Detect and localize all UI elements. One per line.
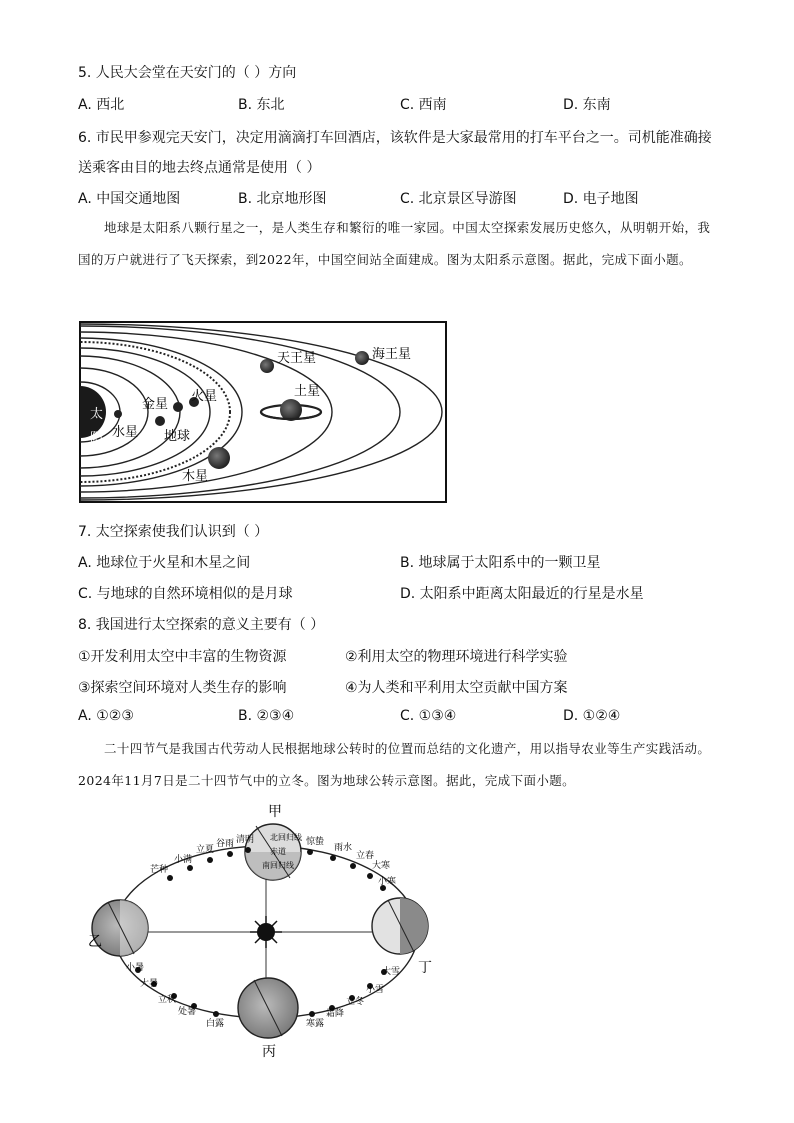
term-bottom-left-4: 处暑 [178, 1007, 197, 1017]
position-label-right: 丁 [418, 960, 432, 976]
q5-option-a[interactable]: A. 西北 [78, 97, 125, 113]
q8-stem: 8. 我国进行太空探索的意义主要有（ ） [78, 617, 325, 633]
venus-icon [155, 416, 165, 426]
globe-right [372, 898, 428, 954]
saturn-label: 土星 [294, 384, 321, 399]
q6-option-a[interactable]: A. 中国交通地图 [78, 191, 181, 207]
venus-label: 金星 [142, 397, 169, 412]
q5-option-d[interactable]: D. 东南 [563, 97, 611, 113]
passage-solar-system [78, 212, 720, 276]
q8-option-a[interactable]: A. ①②③ [78, 708, 134, 724]
q5-option-b[interactable]: B. 东北 [238, 97, 285, 113]
term-bottom-right-5: 大雪 [382, 967, 401, 977]
solar-system-diagram [78, 320, 450, 506]
uranus-label: 天王星 [277, 351, 317, 366]
globe-text-2: 赤道 [270, 847, 286, 856]
term-top-left-5: 芒种 [150, 865, 169, 875]
globe-text-3: 南回归线 [262, 861, 294, 870]
q6-stem-line2: 送乘客由目的地去终点通常是使用（ ） [78, 160, 321, 176]
q6-option-b[interactable]: B. 北京地形图 [238, 191, 327, 207]
term-top-right-1: 惊蛰 [306, 837, 325, 847]
term-bottom-left-3: 立秋 [158, 995, 177, 1005]
jupiter-icon [208, 447, 230, 469]
term-bottom-right-3: 立冬 [346, 997, 365, 1007]
mercury-label: 水星 [112, 425, 139, 440]
term-bottom-left-2: 大暑 [140, 979, 159, 989]
passage-solar-terms-text: 二十四节气是我国古代劳动人民根据地球公转时的位置而总结的文化遗产，用以指导农业等生产实践活动。2024年11月7日是二十四节气中的立冬。图为地球公转示意图。据此，完成下面小题。 [78, 741, 711, 788]
earth-icon [173, 402, 183, 412]
globe-text-1: 北回归线 [270, 833, 302, 842]
earth-label: 地球 [164, 429, 191, 444]
passage-solar-system-text: 地球是太阳系八颗行星之一，是人类生存和繁衍的唯一家园。中国太空探索发展历史悠久，从明朝开始，我国的万户就进行了飞天探索，到2022年，中国空间站全面建成。图为太阳系示意图。据此，完成下面小题。 [78, 220, 711, 267]
earth-revolution-diagram [78, 800, 448, 1062]
sun-label-2: 阳 [90, 431, 104, 446]
q8-item-3: ③探索空间环境对人类生存的影响 [78, 680, 287, 696]
term-bottom-right-4: 小雪 [366, 985, 385, 995]
position-label-bottom: 丙 [262, 1044, 276, 1060]
q5-option-c[interactable]: C. 西南 [400, 97, 447, 113]
q7-option-b[interactable]: B. 地球属于太阳系中的一颗卫星 [400, 555, 601, 571]
q8-item-1: ①开发利用太空中丰富的生物资源 [78, 649, 287, 665]
position-label-top: 甲 [268, 804, 282, 820]
sun-label-1: 太 [90, 407, 104, 422]
term-bottom-left-1: 小暑 [126, 963, 145, 973]
term-top-right-2: 雨水 [334, 843, 353, 853]
term-top-right-3: 立春 [356, 851, 375, 861]
uranus-icon [260, 359, 274, 373]
q6-option-d[interactable]: D. 电子地图 [563, 191, 639, 207]
q6-option-c[interactable]: C. 北京景区导游图 [400, 191, 517, 207]
position-label-left: 乙 [88, 934, 102, 950]
q7-stem: 7. 太空探索使我们认识到（ ） [78, 524, 269, 540]
q5-stem: 5. 人民大会堂在天安门的（ ）方向 [78, 65, 297, 81]
q8-option-b[interactable]: B. ②③④ [238, 708, 295, 724]
term-top-right-5: 小寒 [378, 877, 397, 887]
term-top-left-3: 立夏 [196, 845, 215, 855]
sun-icon [250, 916, 282, 948]
term-top-left-1: 清明 [236, 835, 255, 845]
term-bottom-left-5: 白露 [206, 1019, 225, 1029]
term-top-left-4: 小满 [174, 855, 193, 865]
q7-option-a[interactable]: A. 地球位于火星和木星之间 [78, 555, 251, 571]
jupiter-label: 木星 [182, 469, 209, 484]
neptune-icon [355, 351, 369, 365]
term-top-right-4: 大寒 [372, 861, 391, 871]
mars-label: 火星 [191, 389, 218, 404]
passage-solar-terms [78, 733, 720, 797]
neptune-label: 海王星 [372, 347, 412, 362]
mercury-icon [114, 410, 122, 418]
q7-option-c[interactable]: C. 与地球的自然环境相似的是月球 [78, 586, 293, 602]
q7-option-d[interactable]: D. 太阳系中距离太阳最近的行星是水星 [400, 586, 644, 602]
q8-option-c[interactable]: C. ①③④ [400, 708, 457, 724]
term-bottom-right-2: 霜降 [326, 1009, 345, 1019]
q8-item-2: ②利用太空的物理环境进行科学实验 [345, 649, 568, 665]
q6-stem-line1: 6. 市民甲参观完天安门，决定用滴滴打车回酒店，该软件是大家最常用的打车平台之一。司机能准确接 [78, 130, 712, 146]
term-bottom-right-1: 寒露 [306, 1019, 325, 1029]
term-top-left-2: 谷雨 [216, 839, 235, 849]
q8-option-d[interactable]: D. ①②④ [563, 708, 621, 724]
q8-item-4: ④为人类和平利用太空贡献中国方案 [345, 680, 568, 696]
globe-bottom [238, 978, 298, 1038]
